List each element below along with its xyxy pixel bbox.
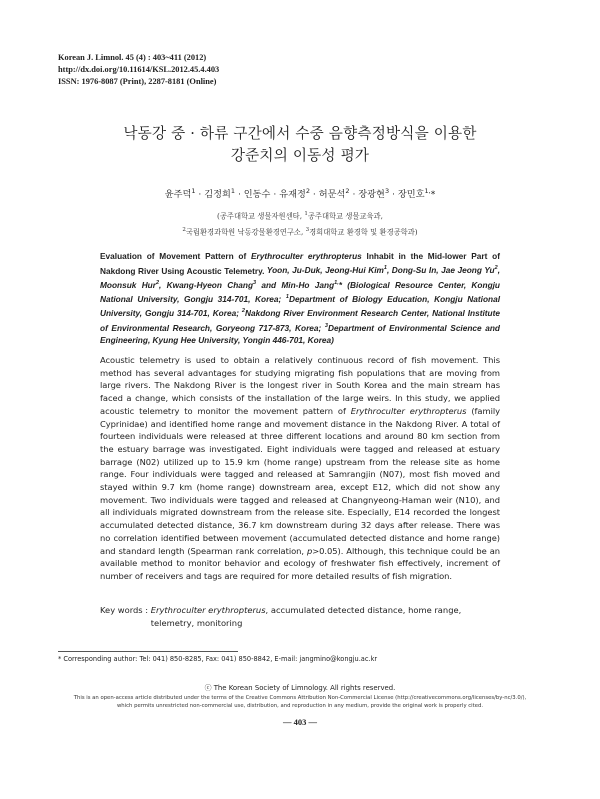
page-number: — 403 — [283,717,317,727]
author-name: 유재정 [279,189,306,201]
license-notice [40,695,560,711]
keywords-list: Erythroculter erythropterus, accumulated detected distance, home range, telemetry, monitoring [150,605,462,628]
author-separator: · [195,189,205,201]
author-sup: 3 [384,187,390,195]
author-name: 장민호 [397,189,425,201]
korean-affiliation-line1: (공주대학교 생물자원센타, $^1$공주대학교 생물교육과, [217,211,383,221]
english-species: Erythroculter erythropterus [251,251,362,261]
journal-doi[interactable]: http://dx.doi.org/10.11614/KSL.2012.45.4.403 [58,65,220,74]
copyright-notice: ⓒ The Korean Society of Limnology. All rights reserved. [204,684,396,692]
korean-title [60,123,540,167]
corresponding-star: * [430,189,436,201]
korean-title-line2: 강준치의 이동성 평가 [230,147,370,164]
author-separator: · [309,189,319,201]
author-name: 허문석 [318,189,346,201]
license-line1: This is an open-access article distributed under the terms of the Creative Commons Attribution Non-Commercial License (http://creativecommons.org/licenses/by-nc/3.0/), [73,695,527,701]
keywords-row [100,604,500,629]
keywords-label: Key words : [100,605,151,615]
author-name: 김정희 [204,189,231,201]
korean-affiliation-line2: $^2$국립환경과학원 낙동강물환경연구소, $^3$경희대학교 환경학 및 환경공학과) [182,227,418,237]
author-sup: 2 [305,187,310,195]
author-sup: 1, [424,187,431,195]
english-title: Evaluation of Movement Pattern of [100,251,251,261]
author-separator: · [349,189,359,201]
abstract-species: Erythroculter erythropterus [350,405,467,416]
korean-title-line1: 낙동강 중 · 하류 구간에서 수중 음향측정방식을 이용한 [123,125,477,142]
author-separator: · [389,189,398,201]
author-name: 윤주덕 [164,189,192,201]
author-sup: 1 [191,187,196,195]
author-name: 인동수 [243,189,271,201]
keywords [100,604,500,629]
author-sup: 1 [230,187,236,195]
english-title-block: Evaluation of Movement Pattern of Erythroculter erythropterus Inhabit in the Mid-lower Part of Nakdong River Using Acoustic Telemetry. Yoon, Ju-Duk, Jeong-Hui Kim$^1$, Dong-Su In, Jae Jeong Yu$^2$, Moonsuk Hur$^2$, Kwang-Hyeon Chang$^3$ and Min-Ho Jang$^{1,}$* (Biological Resource Center, Kongju National University, Gongju 314-701, Korea; $^1$Department of Biology Education, Kongju National University, Gongju 314-701, Korea; $^2$Nakdong River Environment Research Center, National Institute of Environmental Research, Goryeong 717-873, Korea; $^3$Department of Environmental Science and Engineering, Kyung Hee University, Yongin 446-701, Korea) [100,251,501,346]
author-separator: · [235,189,244,201]
license-line2: which permits unrestricted non-commercial use, distribution, and reproduction in any medium, provide the original work is properly cited. [116,702,484,709]
english-affiliations: (Biological Resource Center, Kongju National University, Gongju 314-701, Korea; [100,279,501,305]
author-sup: 2 [345,187,350,195]
journal-header [58,52,219,88]
author-separator: · [270,189,280,201]
abstract-text: Acoustic telemetry is used to obtain a relatively continuous record of fish movement. This method has several advantages for studying migrating fish populations that are moving from large rivers. The Nakdong River is the longest river in South Korea and the main stream has faced a change, which consists of the installation of the large weirs. In this study, we applied acoustic telemetry to monitor the movement pattern of Erythroculter erythropterus (family Cyprinidae) and identified home range and movement distance in the Nakdong River. A total of fourteen individuals were released at three different locations and around 80 km section from the estuary barrage was investigated. Eight individuals were tagged and released at estuary barrage (N02) utilized up to 15.9 km (home range) upstream from the release site as home range. Four individuals were tagged and released at Samrangjin (N07), most fish moved and stayed within 9.7 km (home range) downstream area, except E12, which did not show any movement. Two individuals were tagged and released at Changnyeong-Haman weir (N10), and all individuals migrated downstream from the release site. Especially, E14 recorded the longest accumulated detected distance, 36.7 km downstream during 32 days after release. There was no correlation identified between movement (accumulated detected distance and home range) and standard length (Spearman rank correlation, p>0.05). Although, this technique could be an available method to monitor behavior and ecology of freshwater fish effectively, increment of number of receivers and tags are required for more detailed results of fish migration. [100,355,500,581]
journal-citation: Korean J. Limnol. 45 (4) : 403~411 (2012) [58,53,207,62]
english-authors: Yoon, Ju-Duk, Jeong-Hui Kim$^1$, Dong-Su In, Jae Jeong Yu$^2$, Moonsuk Hur$^2$, Kwang-Hyeon Chang$^3$ and Min-Ho Jang$^{1,}$* (Biological Resource Center, Kongju National University, Gongju 314-701, Korea; $^1$Department of Biology Education, Kongju National University, Gongju 314-701, Korea; $^2$Nakdong River Environment Research Center, National Institute of Environmental Research, Goryeong 717-873, Korea; $^3$Department of Environmental Science and Engineering, Kyung Hee University, Yongin 446-701, Korea) [100,265,501,346]
author-name: 장광현 [358,189,385,201]
korean-authors [60,184,540,202]
journal-issn: ISSN: 1976-8087 (Print), 2287-8181 (Online) [58,77,217,86]
korean-affiliations [60,207,540,240]
corresponding-author-footnote: * Corresponding author: Tel: 041) 850-8285, Fax: 041) 850-8842, E-mail: jangmino@kongju.ac.kr [58,655,378,663]
footnote-divider [58,651,238,652]
